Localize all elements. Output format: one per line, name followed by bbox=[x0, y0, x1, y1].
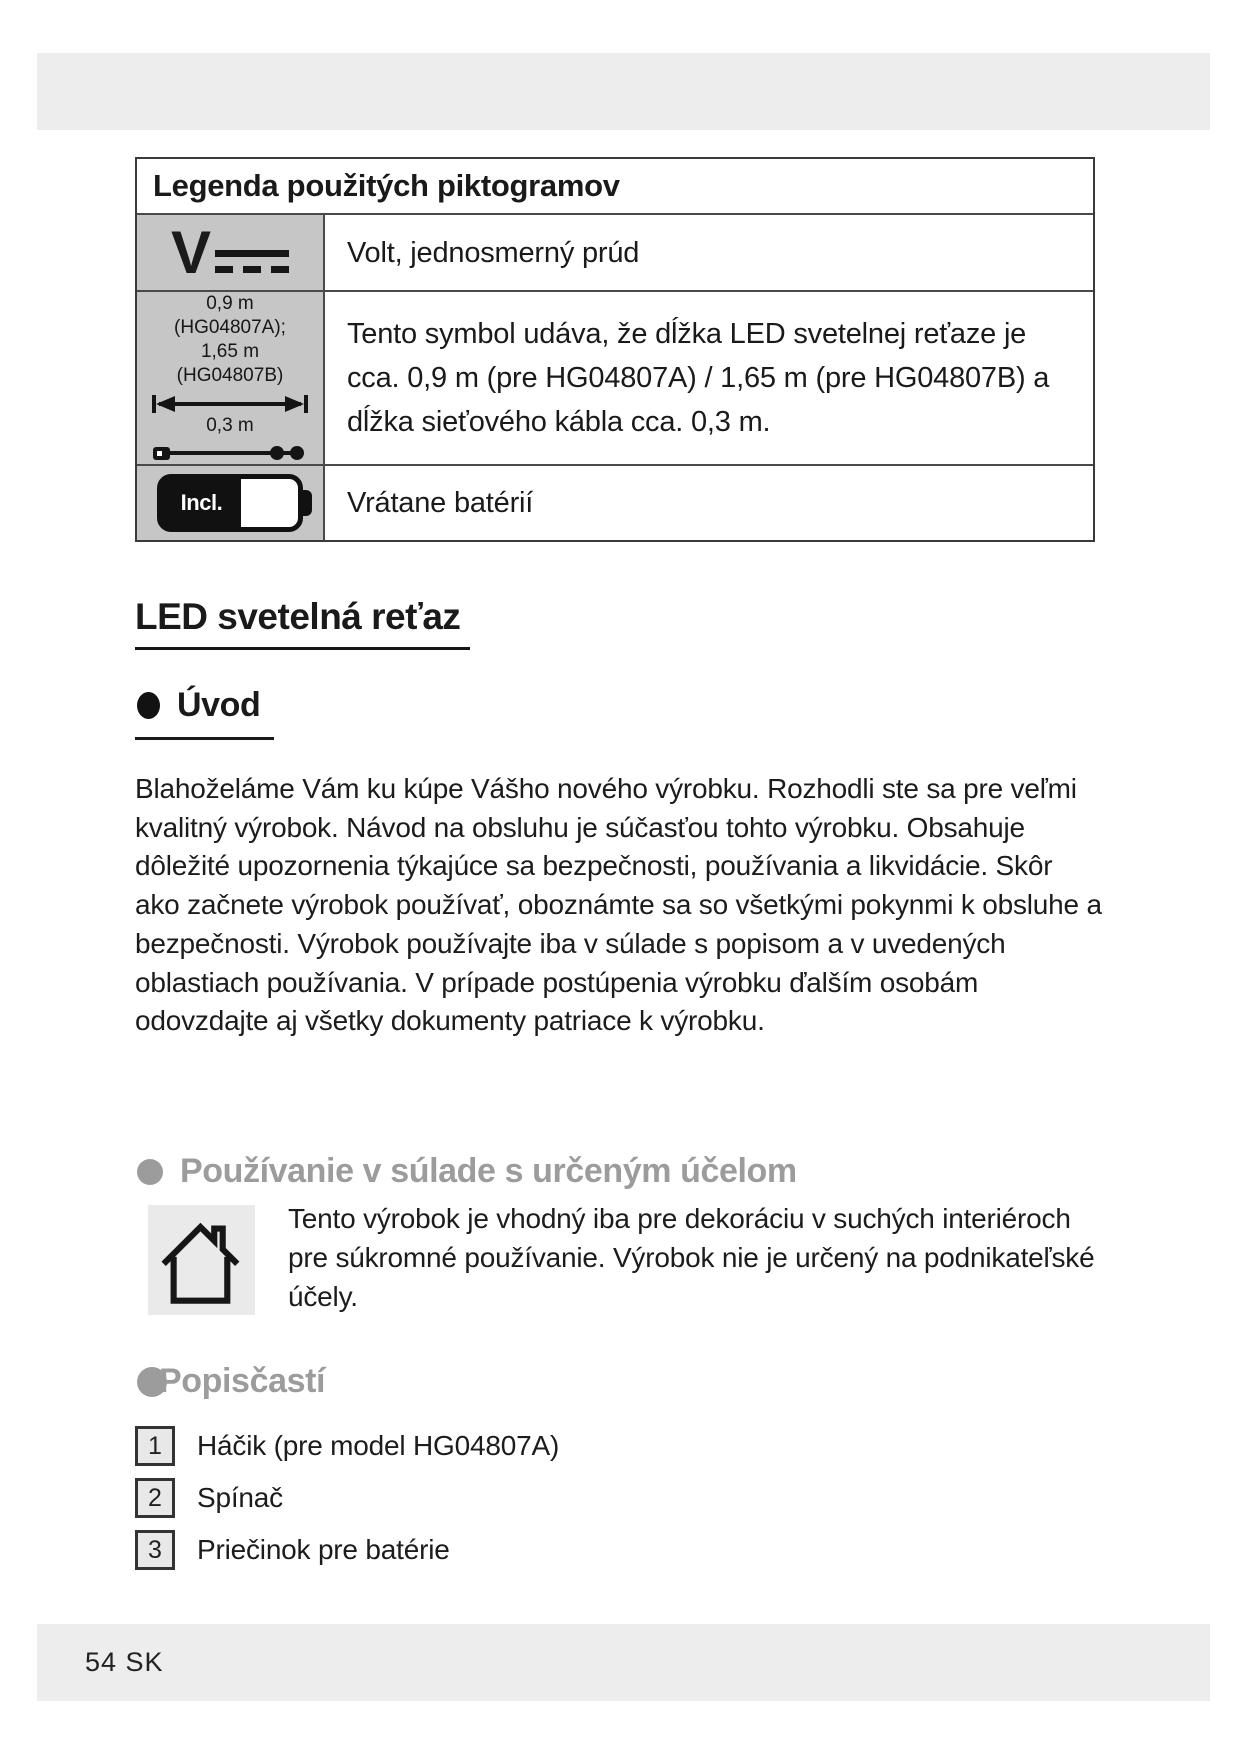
dc-dashed-line bbox=[215, 266, 289, 273]
intro-paragraph: Blahoželáme Vám ku kúpe Vášho nového výrobku. Rozhodli ste sa pre veľmi kvalitný výrobok. Návod na obsluhu je súčasťou tohto výrobku. Obsahuje dôležité upozornenia týkajúce sa bezpečnosti, používania a likvidácie. Skôr ako začnete výrobok používať, oboznámte sa so všetkými pokynmi k obsluhe a bezpečnosti. Výrobok používajte iba v súlade s popisom a v uvedených oblastiach používania. V prípade postúpenia výrobku ďalším osobám odovzdajte aj všetky dokumenty patriace k výrobku. bbox=[135, 773, 1102, 1037]
legend-text-battery: Vrátane batérií bbox=[325, 466, 1093, 540]
part-label: Háčik (pre model HG04807A) bbox=[197, 1430, 560, 1461]
volt-dc-icon bbox=[137, 215, 325, 290]
part-label: Priečinok pre batérie bbox=[197, 1534, 450, 1565]
indoor-use-house-icon bbox=[148, 1205, 255, 1315]
length-line-1: 0,9 m bbox=[206, 293, 254, 314]
bullet-icon bbox=[137, 692, 160, 719]
top-decoration-bar bbox=[37, 53, 1210, 130]
section-heading-uvod bbox=[135, 686, 274, 740]
part-number-badge: 2 bbox=[135, 1478, 175, 1518]
cable-length-label: 0,3 m bbox=[206, 415, 254, 436]
part-label: Spínač bbox=[197, 1482, 283, 1513]
part-number-badge: 1 bbox=[135, 1426, 175, 1466]
legend-row-battery bbox=[137, 464, 1093, 540]
legend-text-volt: Volt, jednosmerný prúd bbox=[325, 215, 1093, 290]
section-heading-intended-use bbox=[137, 1152, 797, 1191]
list-item bbox=[135, 1426, 559, 1466]
list-item bbox=[135, 1478, 559, 1518]
legend-row-length bbox=[137, 290, 1093, 464]
length-line-3: 1,65 m bbox=[200, 341, 260, 362]
bullet-icon bbox=[137, 1159, 163, 1185]
section-heading-intended-use-label: Používanie v súlade s určeným účelom bbox=[180, 1152, 797, 1190]
dc-current-lines bbox=[215, 250, 289, 273]
parts-list bbox=[135, 1426, 559, 1570]
part-number-badge: 3 bbox=[135, 1530, 175, 1570]
battery-incl-badge: Incl. bbox=[162, 479, 241, 527]
battery-included-icon bbox=[137, 466, 325, 540]
list-item bbox=[135, 1530, 559, 1570]
length-line-2: (HG04807A); bbox=[174, 317, 286, 338]
page-number-label: 54 SK bbox=[85, 1647, 164, 1677]
house-outline-icon bbox=[156, 1213, 248, 1307]
double-arrow-icon bbox=[151, 393, 309, 415]
volt-dc-symbol bbox=[170, 218, 289, 286]
section-heading-parts-label: Popisčastí bbox=[159, 1362, 326, 1400]
volt-letter: V bbox=[170, 218, 210, 286]
footer-bar bbox=[37, 1624, 1210, 1701]
legend-title: Legenda použitých piktogramov bbox=[153, 168, 620, 203]
legend-row-volt bbox=[137, 213, 1093, 290]
section-heading-uvod-label: Úvod bbox=[177, 686, 261, 724]
cable-length-icon bbox=[137, 292, 325, 464]
intended-use-paragraph: Tento výrobok je vhodný iba pre dekoráciu v suchých interiéroch pre súkromné používanie. Výrobok nie je určený na podnikateľské účely. bbox=[288, 1203, 1095, 1312]
cable-line-icon bbox=[151, 442, 309, 464]
page-title: LED svetelná reťaz bbox=[135, 596, 470, 650]
legend-text-length: Tento symbol udáva, že dĺžka LED svetelnej reťaze je cca. 0,9 m (pre HG04807A) / 1,65 m (pre HG04807B) a dĺžka sieťového kábla cca. 0,3 m. bbox=[325, 292, 1093, 464]
dc-solid-line bbox=[215, 250, 289, 257]
length-line-4: (HG04807B) bbox=[176, 365, 284, 386]
battery-terminal bbox=[301, 490, 312, 516]
legend-table bbox=[135, 157, 1095, 542]
section-heading-parts bbox=[137, 1362, 325, 1401]
battery-shape bbox=[157, 474, 303, 532]
